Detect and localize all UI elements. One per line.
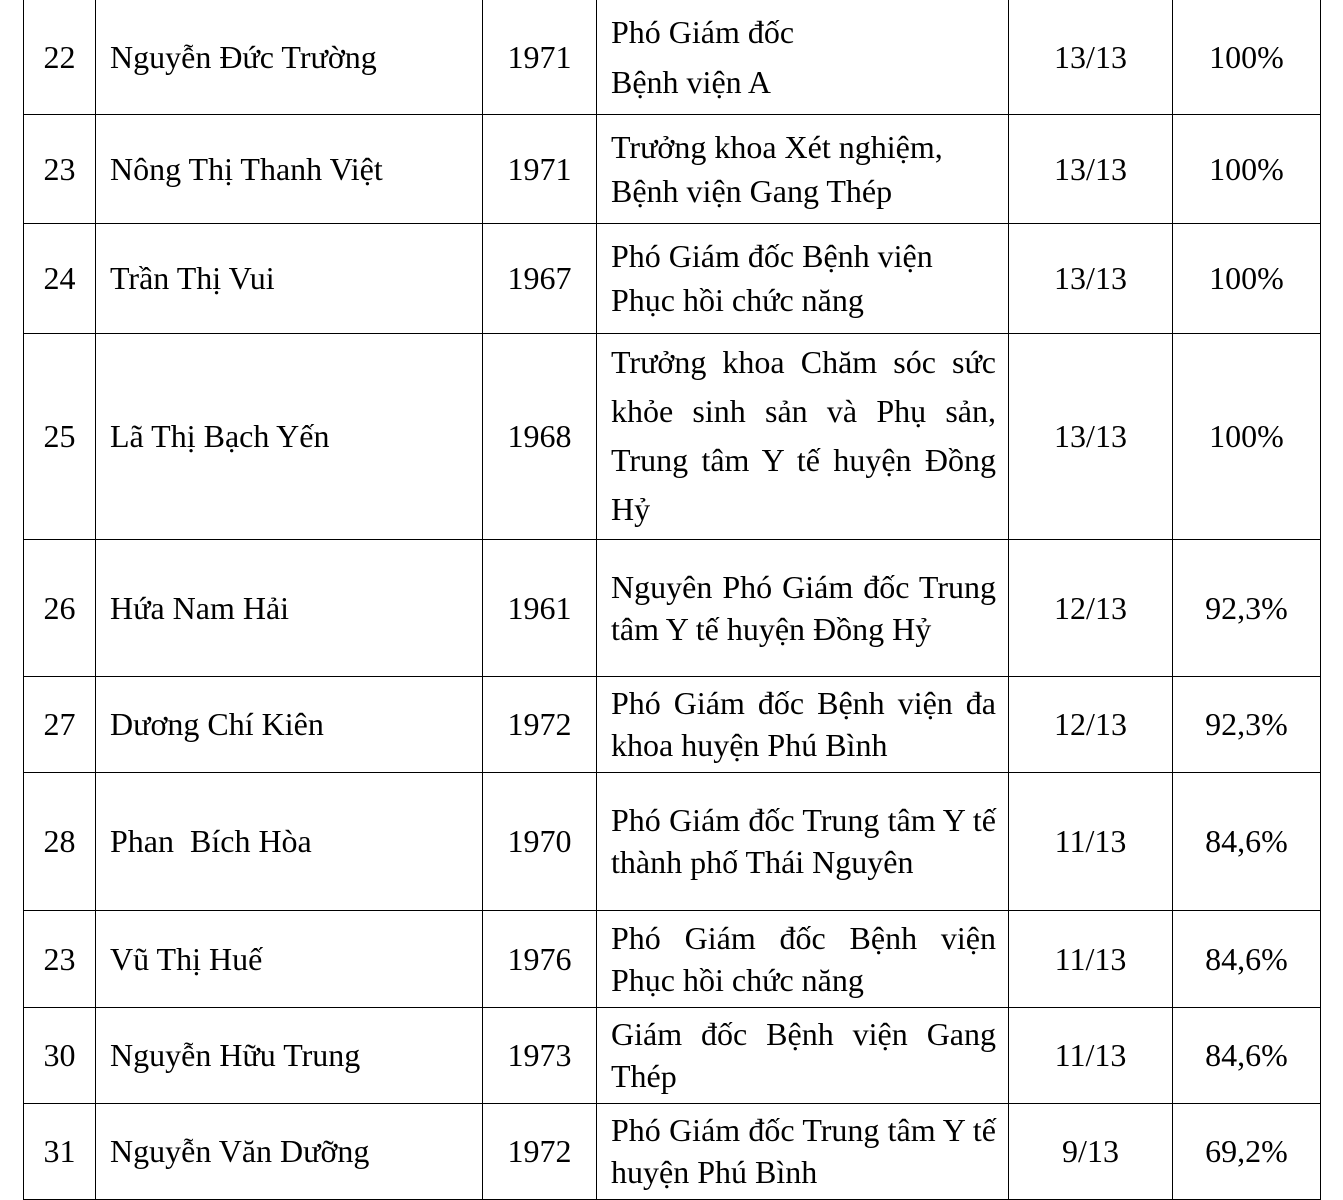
row-number: 28: [24, 772, 96, 910]
table-row: [24, 333, 1321, 539]
table-row: [24, 539, 1321, 676]
position-line: Phục hồi chức năng: [611, 282, 864, 318]
birth-year: 1972: [483, 676, 597, 772]
member-name: Trần Thị Vui: [96, 223, 483, 333]
attendance-rate: 84,6%: [1173, 910, 1321, 1007]
position: [597, 223, 1009, 333]
position: Phó Giám đốc Trung tâm Y tế thành phố Thái Nguyên: [597, 772, 1009, 910]
row-number: 24: [24, 223, 96, 333]
attendance-rate: 92,3%: [1173, 676, 1321, 772]
attendance-rate: 84,6%: [1173, 772, 1321, 910]
attendance: 13/13: [1009, 0, 1173, 114]
member-name: Nguyễn Văn Dưỡng: [96, 1103, 483, 1199]
birth-year: 1972: [483, 1103, 597, 1199]
row-number: 26: [24, 539, 96, 676]
position-line: Phó Giám đốc: [611, 13, 795, 50]
birth-year: 1970: [483, 772, 597, 910]
members-table: [23, 0, 1321, 1200]
position-line: Trưởng khoa Xét nghiệm,: [611, 128, 943, 165]
member-name: Nguyễn Hữu Trung: [96, 1007, 483, 1103]
position: [597, 0, 1009, 114]
position-line: Bệnh viện Gang Thép: [611, 172, 893, 209]
position: Nguyên Phó Giám đốc Trung tâm Y tế huyện Đồng Hỷ: [597, 539, 1009, 676]
position-line: Phó Giám đốc Bệnh viện: [611, 238, 933, 274]
position: Phó Giám đốc Bệnh viện Phục hồi chức năng: [597, 910, 1009, 1007]
member-name: Lã Thị Bạch Yến: [96, 333, 483, 539]
attendance-rate: 92,3%: [1173, 539, 1321, 676]
attendance: 13/13: [1009, 114, 1173, 223]
birth-year: 1971: [483, 114, 597, 223]
member-name: Nông Thị Thanh Việt: [96, 114, 483, 223]
table-row: [24, 0, 1321, 114]
birth-year: 1973: [483, 1007, 597, 1103]
position: [597, 114, 1009, 223]
birth-year: 1971: [483, 0, 597, 114]
attendance: 13/13: [1009, 223, 1173, 333]
table-row: [24, 1007, 1321, 1103]
table-row: [24, 910, 1321, 1007]
attendance: 12/13: [1009, 539, 1173, 676]
table-row: [24, 223, 1321, 333]
member-name: Hứa Nam Hải: [96, 539, 483, 676]
attendance-rate: 100%: [1173, 223, 1321, 333]
row-number: 25: [24, 333, 96, 539]
birth-year: 1961: [483, 539, 597, 676]
birth-year: 1968: [483, 333, 597, 539]
attendance: 9/13: [1009, 1103, 1173, 1199]
table-row: [24, 772, 1321, 910]
member-name: Dương Chí Kiên: [96, 676, 483, 772]
attendance-rate: 100%: [1173, 114, 1321, 223]
row-number: 23: [24, 114, 96, 223]
attendance: 12/13: [1009, 676, 1173, 772]
attendance: 11/13: [1009, 1007, 1173, 1103]
member-name: Phan Bích Hòa: [96, 772, 483, 910]
attendance: 13/13: [1009, 333, 1173, 539]
birth-year: 1967: [483, 223, 597, 333]
position: Phó Giám đốc Bệnh viện đa khoa huyện Phú Bình: [597, 676, 1009, 772]
position: Trưởng khoa Chăm sóc sức khỏe sinh sản và Phụ sản, Trung tâm Y tế huyện Đồng Hỷ: [597, 333, 1009, 539]
member-name: Nguyễn Đức Trường: [96, 0, 483, 114]
row-number: 31: [24, 1103, 96, 1199]
position-line: Bệnh viện A: [611, 63, 771, 100]
row-number: 23: [24, 910, 96, 1007]
table-row: [24, 1103, 1321, 1199]
attendance-rate: 69,2%: [1173, 1103, 1321, 1199]
position: Giám đốc Bệnh viện Gang Thép: [597, 1007, 1009, 1103]
position: Phó Giám đốc Trung tâm Y tế huyện Phú Bình: [597, 1103, 1009, 1199]
row-number: 27: [24, 676, 96, 772]
attendance-rate: 100%: [1173, 0, 1321, 114]
member-name: Vũ Thị Huế: [96, 910, 483, 1007]
attendance: 11/13: [1009, 772, 1173, 910]
table-row: [24, 114, 1321, 223]
table-row: [24, 676, 1321, 772]
attendance-rate: 84,6%: [1173, 1007, 1321, 1103]
attendance: 11/13: [1009, 910, 1173, 1007]
attendance-rate: 100%: [1173, 333, 1321, 539]
row-number: 22: [24, 0, 96, 114]
birth-year: 1976: [483, 910, 597, 1007]
row-number: 30: [24, 1007, 96, 1103]
